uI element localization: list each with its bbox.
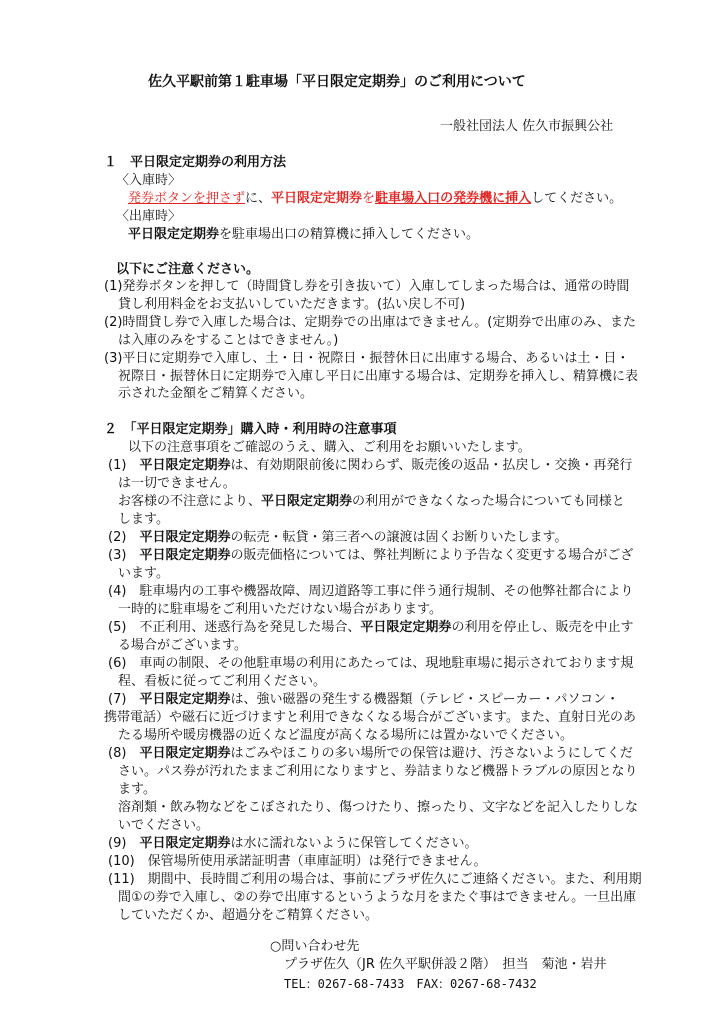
document-title: 佐久平駅前第１駐車場「平日限定定期券」のご利用について [148, 74, 526, 90]
item-8-line-4: 溶剤類・飲み物などをこぼされたり、傷つけたり、擦ったり、文字などを記入したりしな [118, 800, 639, 815]
item-text: はごみやほこりの多い場所での保管は避け、汚さないようにしてくだ [230, 746, 633, 761]
item-11-line-1: (11) 期間中、長時間ご利用の場合は、事前にプラザ佐久にご連絡ください。また、利用期 [108, 872, 642, 887]
section-2-heading: ２ 「平日限定定期券」購入時・利用時の注意事項 [104, 422, 397, 437]
exit-instruction [128, 227, 479, 243]
item-number: (9) [108, 836, 127, 851]
note-1-line-1: (1)発券ボタンを押して（時間貸し券を引き抜いて）入庫してしまった場合は、通常の時間 [104, 279, 630, 294]
item-number: (7) [108, 692, 127, 707]
note-1-line-2: 貸し利用料金をお支払いしていただきます。(払い戻し不可) [118, 297, 466, 312]
item-11-line-3: していただくか、超過分をご精算ください。 [118, 908, 379, 923]
item-1-line-2: は一切できません。 [118, 476, 236, 491]
exit-instruction-ticket: 平日限定定期券 [128, 227, 220, 242]
item-text: は、有効期限前後に関わらず、販売後の返品・払戻し・交換・再発行 [230, 458, 633, 473]
note-3-line-3: 示された金額をご精算ください。 [118, 386, 314, 401]
entry-instruction-machine: 駐車場入口の発券機に挿入 [375, 191, 532, 206]
item-ticket-name: 平日限定定期券 [360, 620, 452, 635]
note-3-line-2: 祝際日・振替休日に定期券で入庫し平日に出庫する場合は、定期券を挿入し、精算機に表 [118, 369, 639, 384]
item-4-line-2: 一時的に駐車場をご利用いただけない場合があります。 [118, 602, 442, 617]
item-ticket-name: 平日限定定期券 [139, 836, 231, 851]
item-ticket-name: 平日限定定期券 [261, 494, 353, 509]
note-2-line-1: (2)時間貸し券で入庫した場合は、定期券での出庫はできません。(定期券で出庫のみ、また [104, 315, 637, 330]
contact-heading: ○問い合わせ先 [270, 939, 360, 954]
item-10-line-1: (10) 保管場所使用承諾証明書（車庫証明）は発行できません。 [108, 854, 487, 869]
item-number: (8) [108, 746, 127, 761]
item-6-line-1: (6) 車両の制限、その他駐車場の利用にあたっては、現地駐車場に掲示されております規 [108, 656, 634, 671]
item-ticket-name: 平日限定定期券 [139, 548, 231, 563]
item-ticket-name: 平日限定定期券 [139, 458, 231, 473]
item-text: の利用ができなくなった場合についても同様と [352, 494, 625, 509]
entry-instruction [128, 191, 622, 207]
item-1-line-4: します。 [118, 512, 169, 527]
contact-phone-fax: TEL：0267-68-7433 FAX：0267-68-7432 [284, 977, 537, 991]
item-7-line-3: たる場所や暖房機器の近くなど温度が高くなる場所には置かないでください。 [118, 728, 574, 743]
organization-name: 一般社団法人 佐久市振興公社 [440, 119, 614, 134]
item-7-line-2: 携帯電話）や磁石に近づけますと利用できなくなる場合がございます。また、直射日光のあ [104, 710, 636, 725]
notes-heading: 以下にご注意ください。 [116, 262, 260, 277]
item-11-line-2: 間①の券で入庫し、②の券で出庫するというような月をまたぐ事はできません。一旦出庫 [118, 890, 637, 905]
note-2-line-2: は入庫のみをすることはできません。) [118, 333, 339, 348]
item-7-line-1 [108, 692, 619, 708]
section-2-intro: 以下の注意事項をご確認のうえ、購入、ご利用をお願いいたします。 [128, 440, 531, 455]
item-1-line-3 [118, 494, 625, 510]
item-1-line-1 [108, 458, 632, 474]
item-ticket-name: 平日限定定期券 [139, 530, 231, 545]
item-3-line-2: います。 [118, 566, 169, 581]
item-ticket-name: 平日限定定期券 [139, 692, 231, 707]
entry-instruction-text: に、 [245, 191, 272, 206]
item-text: の販売価格については、弊社判断により予告なく変更する場合がござ [230, 548, 634, 563]
item-8-line-3: ます。 [118, 782, 156, 797]
item-8-line-1 [108, 746, 633, 762]
item-8-line-2: さい。パス券が汚れたままご利用になりますと、券詰まりなど機器トラブルの原因となり [118, 764, 638, 779]
entry-instruction-ticket: 平日限定定期券 [271, 191, 363, 206]
item-5-line-2: る場合がございます。 [118, 638, 247, 653]
item-4-line-1: (4) 駐車場内の工事や機器故障、周辺道路等工事に伴う通行規制、その他弊社都合により [108, 584, 634, 599]
exit-label: 〈出庫時〉 [116, 209, 182, 224]
item-text: お客様の不注意により、 [118, 494, 262, 509]
item-number: (2) [108, 530, 127, 545]
item-text: の利用を停止し、販売を中止す [451, 620, 634, 635]
item-5-line-1 [108, 620, 633, 636]
section-1-heading: １ 平日限定定期券の利用方法 [104, 155, 287, 170]
entry-label: 〈入庫時〉 [116, 173, 182, 188]
item-6-line-2: 程、看板に従ってご利用ください。 [118, 674, 327, 689]
item-text: (5) 不正利用、迷惑行為を発見した場合、 [108, 620, 361, 635]
item-3-line-1 [108, 548, 633, 564]
item-8-line-5: いでください。 [118, 818, 210, 833]
note-3-line-1: (3)平日に定期券で入庫し、土・日・祝際日・振替休日に出庫する場合、あるいは土・日・ [104, 351, 630, 366]
item-text: は、強い磁器の発生する機器類（テレビ・スピーカー・パソコン・ [230, 692, 620, 707]
item-2-line-1 [108, 530, 567, 546]
entry-instruction-text: を [362, 191, 376, 206]
contact-place: プラザ佐久（JR 佐久平駅併設２階） 担当 菊池・岩井 [284, 957, 607, 972]
item-text: の転売・転貸・第三者への譲渡は固くお断りいたします。 [230, 530, 568, 545]
item-number: (1) [108, 458, 127, 473]
entry-instruction-red-underline: 発券ボタンを押さず [128, 191, 246, 206]
item-number: (3) [108, 548, 127, 563]
item-9-line-1 [108, 836, 477, 852]
item-ticket-name: 平日限定定期券 [139, 746, 231, 761]
entry-instruction-text: してください。 [531, 191, 623, 206]
exit-instruction-text: を駐車場出口の精算機に挿入してください。 [219, 227, 480, 242]
item-text: は水に濡れないように保管してください。 [230, 836, 478, 851]
